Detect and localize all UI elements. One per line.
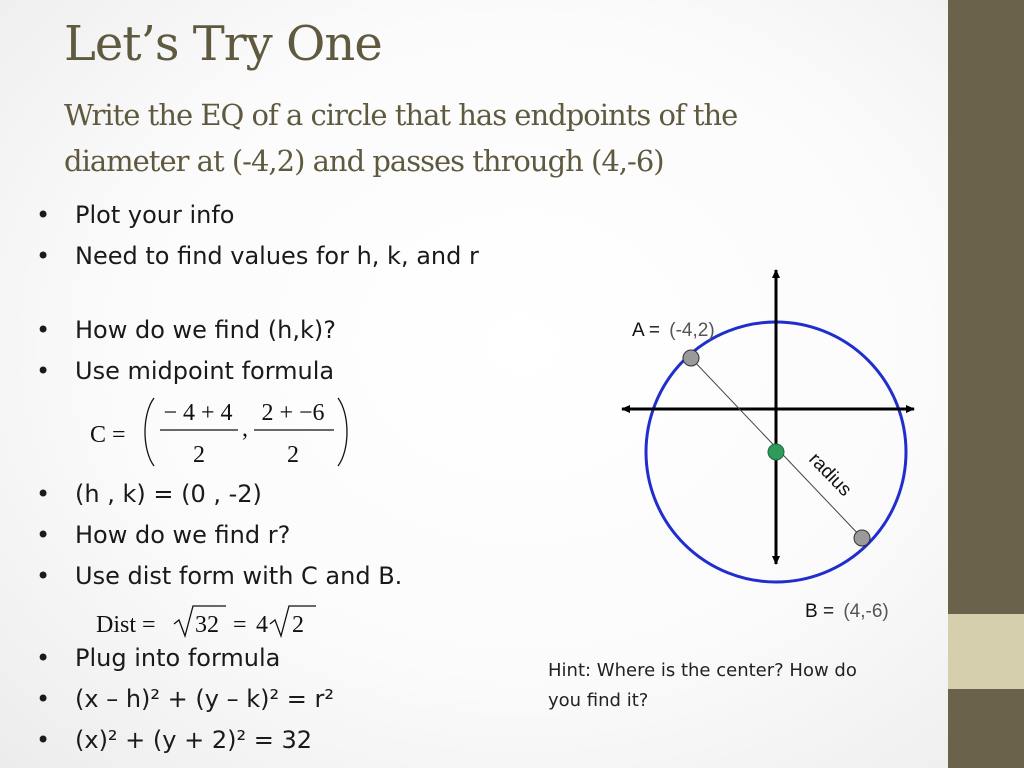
- bullet-item: [36, 478, 526, 510]
- left-paren: [145, 398, 154, 466]
- bullet-dot: •: [36, 316, 51, 344]
- bullet-text: (x – h)² + (y – k)² = r²: [75, 685, 334, 713]
- formula-comma: ,: [242, 416, 248, 442]
- slide-title: Let’s Try One: [64, 16, 382, 72]
- distance-label: Dist =: [96, 612, 156, 638]
- bullet-dot: •: [36, 201, 51, 229]
- formula-lhs: C =: [90, 422, 126, 448]
- point-a-marker: [683, 350, 699, 366]
- midpoint-formula: [80, 392, 360, 472]
- point-b-name: B =: [805, 601, 835, 622]
- bullet-item: [36, 314, 526, 346]
- bullet-item: [36, 199, 526, 231]
- bullet-dot: •: [36, 685, 51, 713]
- bullet-dot: •: [36, 242, 51, 270]
- right-paren: [338, 398, 347, 466]
- hint-text: Hint: Where is the center? How do you find it?: [548, 660, 857, 711]
- point-a-coords: (-4,2): [669, 320, 715, 341]
- bullet-text: How do we find r?: [75, 521, 291, 549]
- radicand-2: 2: [292, 612, 304, 638]
- bullet-item: [36, 355, 526, 387]
- point-a-label: [632, 320, 715, 341]
- bullet-text: Use midpoint formula: [75, 357, 335, 385]
- point-a-name: A =: [632, 320, 660, 341]
- bullet-dot: •: [36, 357, 51, 385]
- bullet-text: How do we find (h,k)?: [75, 316, 336, 344]
- bullet-dot: •: [36, 726, 51, 754]
- bullet-dot: •: [36, 521, 51, 549]
- coefficient: 4: [256, 612, 268, 638]
- point-b-marker: [854, 530, 870, 546]
- formula-denominator-1: 2: [193, 442, 205, 468]
- bullet-text: (x)² + (y + 2)² = 32: [75, 726, 313, 754]
- radicand-1: 32: [195, 612, 219, 638]
- bullet-text: Plot your info: [75, 201, 235, 229]
- bullet-text: Use dist form with C and B.: [75, 562, 403, 590]
- radius-label: radius: [804, 448, 856, 501]
- sidebar-accent-block: [948, 614, 1024, 689]
- bullet-item: [36, 642, 526, 674]
- point-b-label: [805, 601, 889, 622]
- bullet-dot: •: [36, 480, 51, 508]
- bullet-text: Plug into formula: [75, 644, 281, 672]
- distance-formula: [94, 598, 334, 642]
- bullet-item: [36, 724, 526, 756]
- formula-denominator-2: 2: [287, 442, 299, 468]
- slide-subtitle: Write the EQ of a circle that has endpoints of the diameter at (-4,2) and passes through (4,-6): [64, 98, 738, 178]
- formula-numerator-2: 2 + −6: [261, 400, 325, 426]
- circle-diagram: [600, 260, 940, 640]
- point-b-coords: (4,-6): [843, 601, 889, 622]
- bullet-item: [36, 519, 526, 551]
- bullet-text: Need to find values for h, k, and r: [75, 242, 479, 270]
- bullet-text: (h , k) = (0 , -2): [75, 480, 262, 508]
- bullet-dot: •: [36, 562, 51, 590]
- center-point-marker: [768, 444, 784, 460]
- bullet-item: [36, 240, 526, 272]
- formula-numerator-1: − 4 + 4: [163, 400, 233, 426]
- bullet-item: [36, 560, 526, 592]
- distance-equals: =: [233, 612, 247, 638]
- bullet-dot: •: [36, 644, 51, 672]
- bullet-item: [36, 683, 526, 715]
